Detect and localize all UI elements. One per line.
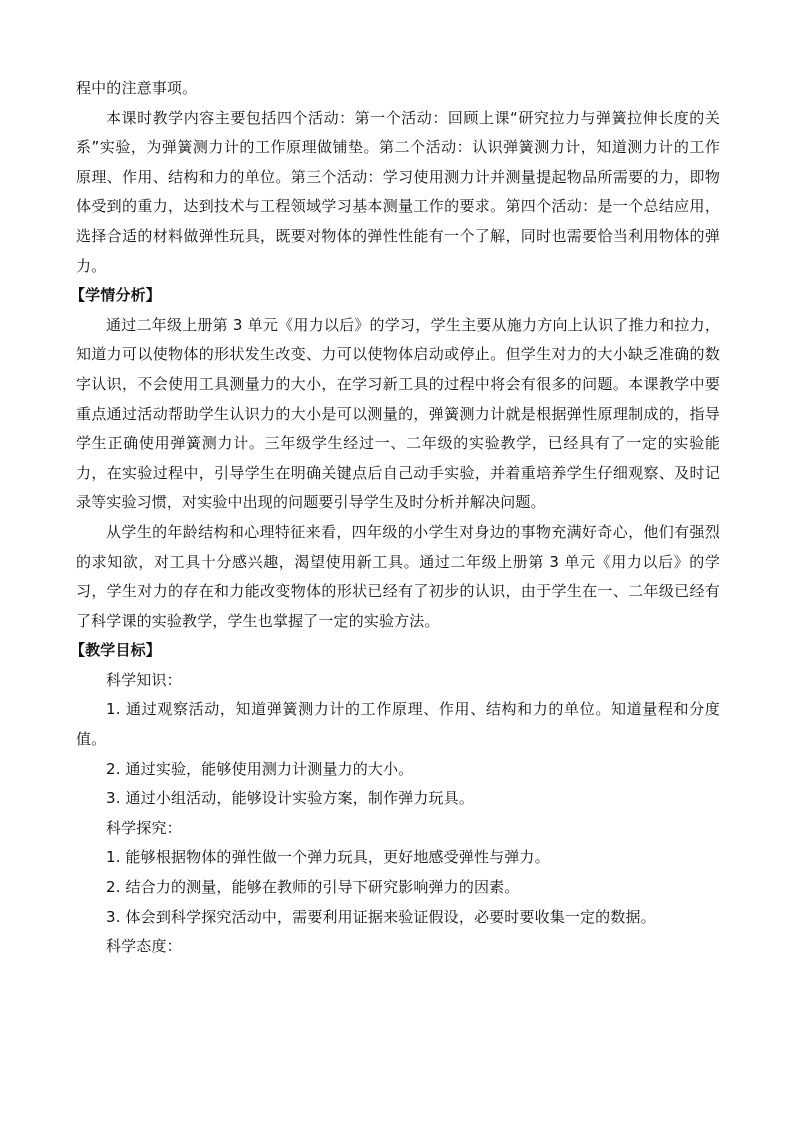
- section-heading-student-analysis: 【学情分析】: [70, 286, 161, 305]
- goal-item: 1. 通过观察活动，知道弹簧测力计的工作原理、作用、结构和力的单位。知道量程和分度值。: [76, 700, 720, 749]
- goal-item: 3. 通过小组活动，能够设计实验方案，制作弹力玩具。: [106, 789, 474, 808]
- goal-item: 2. 结合力的测量，能够在教师的引导下研究影响弹力的因素。: [106, 878, 520, 897]
- subheading-science-attitude: 科学态度：: [106, 937, 182, 956]
- paragraph-continuation: 程中的注意事项。: [76, 79, 198, 97]
- subheading-science-inquiry: 科学探究：: [106, 818, 182, 837]
- paragraph-student-analysis-1: 通过二年级上册第 3 单元《用力以后》的学习，学生主要从施力方向上认识了推力和拉力，知道力可以使物体的形状发生改变、力可以使物体启动或停止。但学生对力的大小缺乏准确的数字认识，不会使用工具测量力的大小，在学习新工具的过程中将会有很多的问题。本课教学中要重点通过活动帮助学生认识力的大小是可以测量的，弹簧测力计就是根据弹性原理制成的，指导学生正确使用弹簧测力计。三年级学生经过一、二年级的实验教学，已经具有了一定的实验能力，在实验过程中，引导学生在明确关键点后自己动手实验，并着重培养学生仔细观察、及时记录等实验习惯，对实验中出现的问题要引导学生及时分析并解决问题。: [76, 315, 720, 512]
- document-page: [70, 74, 720, 962]
- subheading-science-knowledge: 科学知识：: [106, 670, 182, 689]
- goal-item: 3. 体会到科学探究活动中，需要利用证据来验证假设，必要时要收集一定的数据。: [106, 907, 656, 926]
- section-heading-teaching-goals: 【教学目标】: [70, 641, 161, 660]
- goal-item: 2. 通过实验，能够使用测力计测量力的大小。: [106, 759, 414, 778]
- paragraph-course-content: 本课时教学内容主要包括四个活动：第一个活动：回顾上课“研究拉力与弹簧拉伸长度的关系”实验，为弹簧测力计的工作原理做铺垫。第二个活动：认识弹簧测力计，知道测力计的工作原理、作用、结构和力的单位。第三个活动：学习使用测力计并测量提起物品所需要的力，即物体受到的重力，达到技术与工程领域学习基本测量工作的要求。第四个活动：是一个总结应用，选择合适的材料做弹性玩具，既要对物体的弹性性能有一个了解，同时也需要恰当利用物体的弹力。: [76, 108, 720, 275]
- goal-item: 1. 能够根据物体的弹性做一个弹力玩具，更好地感受弹性与弹力。: [106, 848, 550, 867]
- paragraph-student-analysis-2: 从学生的年龄结构和心理特征来看，四年级的小学生对身边的事物充满好奇心，他们有强烈的求知欲，对工具十分感兴趣，渴望使用新工具。通过二年级上册第 3 单元《用力以后》的学习，学生对力的存在和力能改变物体的形状已经有了初步的认识，由于学生在一、二年级已经有了科学课的实验教学，学生也掌握了一定的实验方法。: [76, 522, 720, 630]
